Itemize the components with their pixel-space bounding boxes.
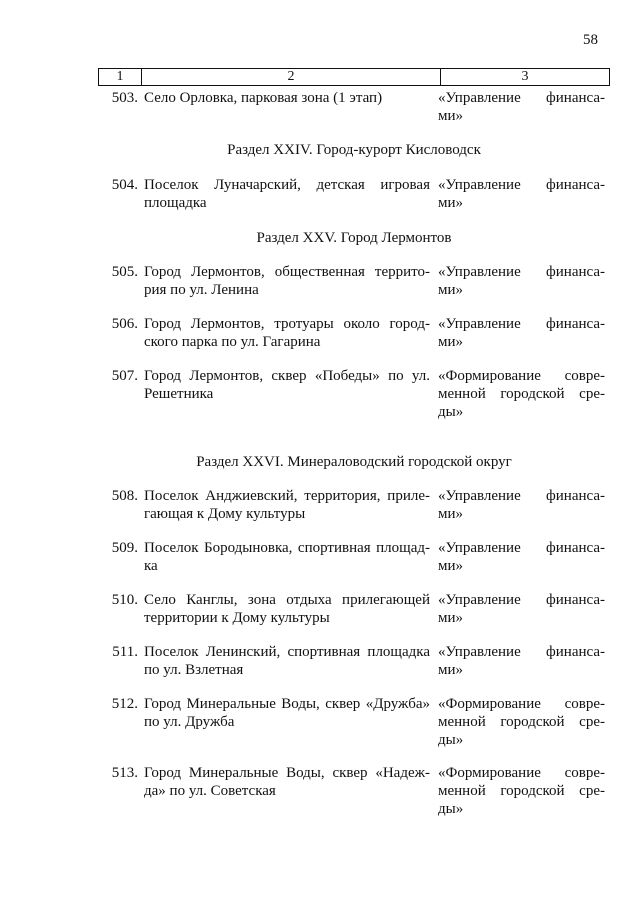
row-number: 509. (111, 540, 138, 556)
row-source: «Управление финанса-ми» (438, 540, 605, 574)
row-description: Поселок Ленинский, спортивная площадка по ул. Взлетная (144, 644, 430, 678)
row-description: Село Канглы, зона отдыха прилегающей территории к Дому культуры (144, 592, 430, 626)
row-description: Поселок Анджиевский, территория, приле-гающая к Дому культуры (144, 488, 430, 522)
row-number: 505. (111, 264, 138, 280)
row-source: «Управление финанса-ми» (438, 177, 605, 211)
row-source: «Формирование совре-менной городской сре-ды» (438, 696, 605, 748)
row-description: Город Лермонтов, общественная террито-рия по ул. Ленина (144, 264, 430, 298)
header-col-3: 3 (521, 69, 529, 84)
row-number: 510. (111, 592, 138, 608)
page-number: 58 (583, 32, 598, 48)
row-description: Город Лермонтов, тротуары около город-ского парка по ул. Гагарина (144, 316, 430, 350)
row-description: Город Лермонтов, сквер «Победы» по ул. Решетника (144, 368, 430, 402)
row-number: 511. (112, 644, 138, 660)
header-col-2: 2 (142, 69, 441, 85)
row-source: «Управление финанса-ми» (438, 592, 605, 626)
row-number: 504. (111, 177, 138, 193)
row-number: 513. (111, 765, 138, 781)
row-number: 506. (111, 316, 138, 332)
row-description: Город Минеральные Воды, сквер «Надеж-да» по ул. Советская (144, 765, 430, 799)
row-source: «Управление финанса-ми» (438, 488, 605, 522)
row-number: 503. (111, 90, 138, 106)
row-source: «Управление финанса-ми» (438, 90, 605, 124)
table-header (98, 68, 610, 86)
row-number: 508. (111, 488, 138, 504)
section-heading: Раздел XXV. Город Лермонтов (256, 230, 452, 246)
row-description: Город Минеральные Воды, сквер «Дружба» по ул. Дружба (144, 696, 430, 730)
row-source: «Управление финанса-ми» (438, 316, 605, 350)
row-description: Село Орловка, парковая зона (1 этап) (144, 90, 383, 106)
row-source: «Формирование совре-менной городской сре-ды» (438, 368, 605, 420)
row-number: 512. (111, 696, 138, 712)
row-source: «Управление финанса-ми» (438, 264, 605, 298)
row-number: 507. (111, 368, 138, 384)
section-heading: Раздел XXIV. Город-курорт Кисловодск (227, 142, 481, 158)
section-heading: Раздел XXVI. Минераловодский городской округ (196, 454, 512, 470)
header-col-1: 1 (99, 69, 142, 85)
row-source: «Формирование совре-менной городской сре-ды» (438, 765, 605, 817)
row-description: Поселок Луначарский, детская игровая площадка (144, 177, 430, 211)
row-description: Поселок Бородыновка, спортивная площад-ка (144, 540, 430, 574)
row-source: «Управление финанса-ми» (438, 644, 605, 678)
